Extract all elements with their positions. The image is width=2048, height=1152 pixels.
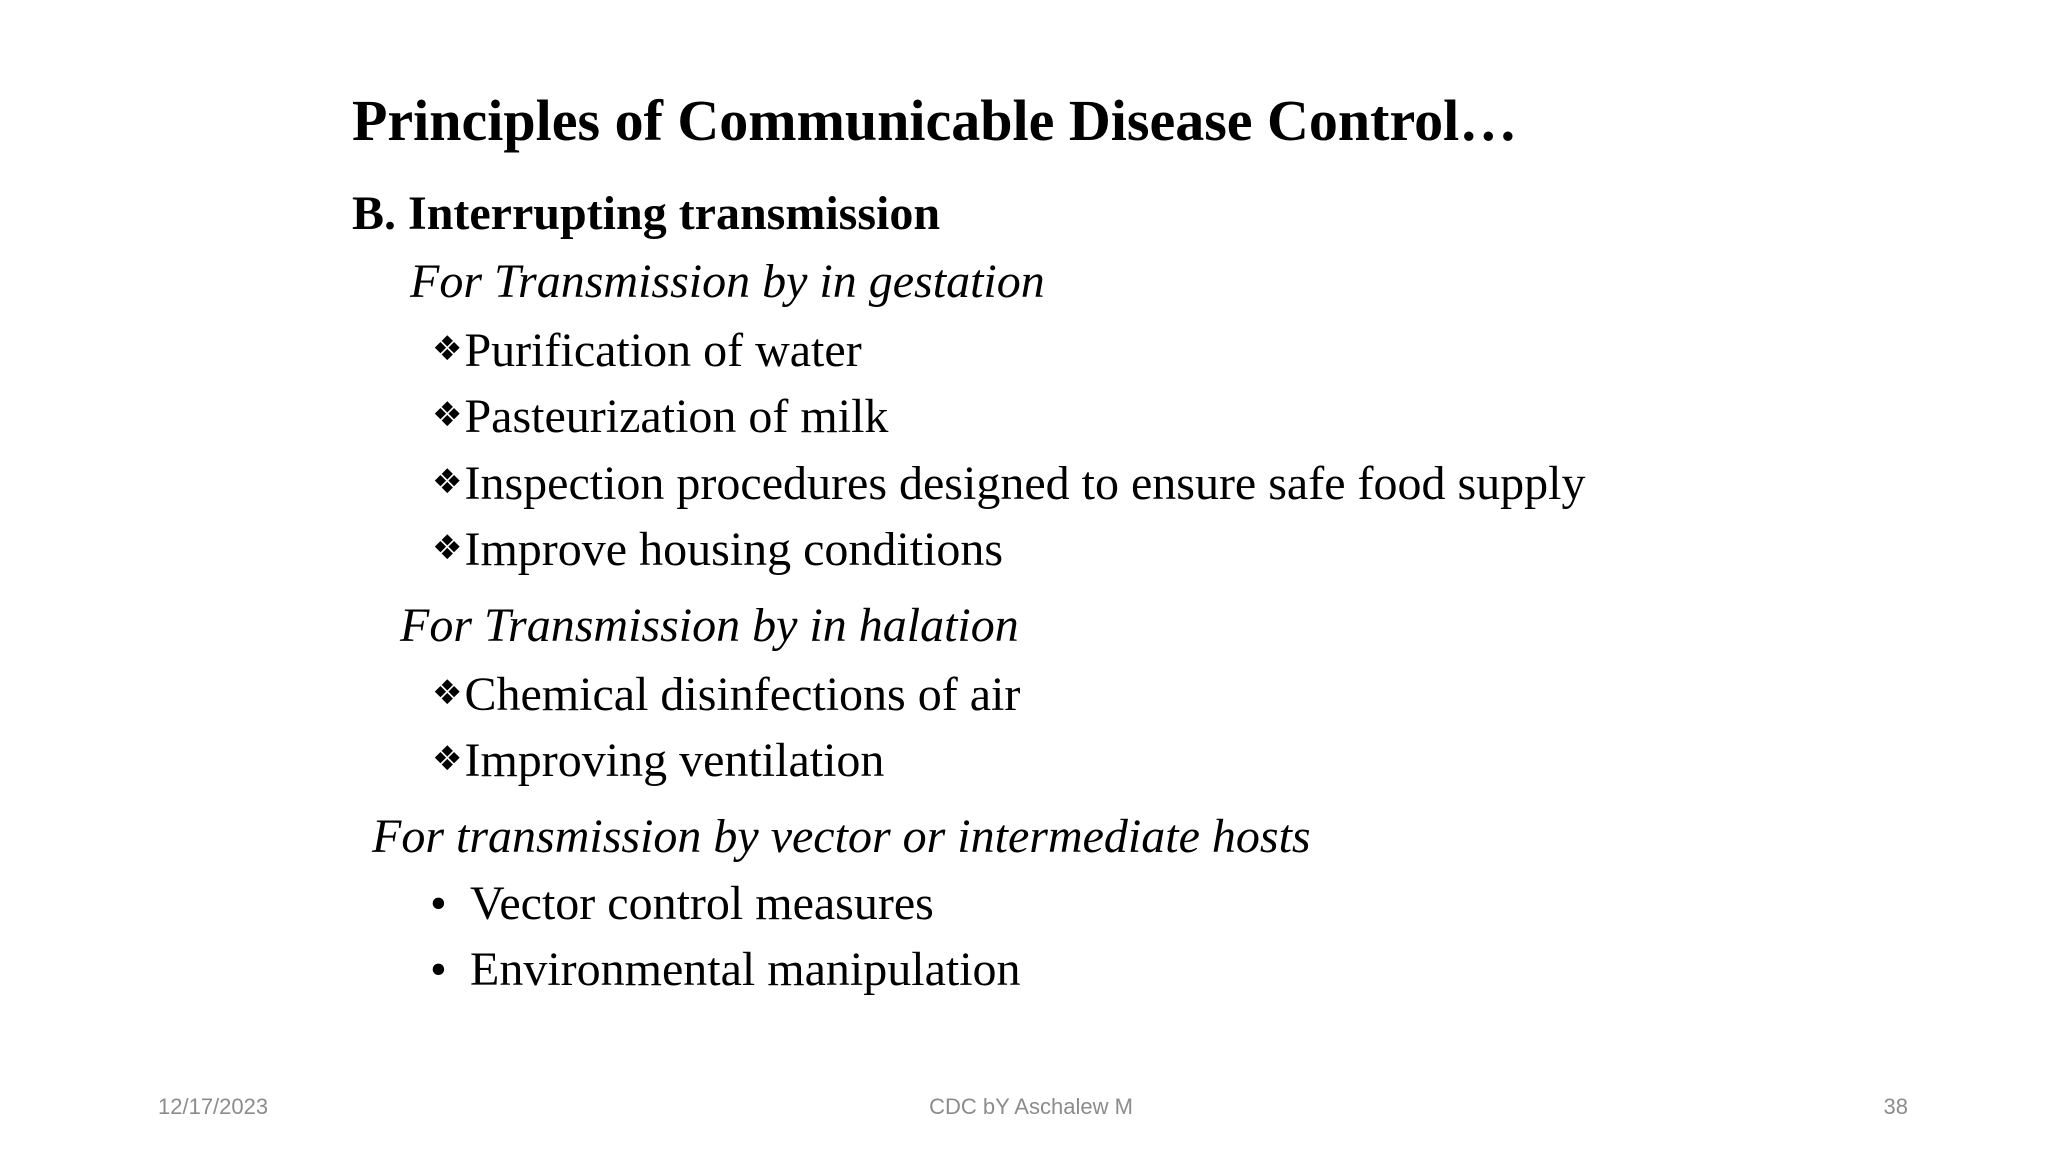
list-item — [432, 664, 1020, 724]
slide-title: Principles of Communicable Disease Control… — [352, 88, 1518, 153]
list-item — [430, 875, 934, 933]
list-item — [432, 320, 862, 380]
list-item-text: Improving ventilation — [464, 734, 885, 787]
list-item-text: Purification of water — [464, 324, 862, 377]
diamond-bullet-icon: ❖ — [432, 673, 463, 713]
slide-number: 38 — [1883, 1094, 1908, 1119]
diamond-bullet-icon: ❖ — [432, 462, 463, 502]
list-item — [432, 519, 1003, 579]
section-heading-ingestion: For Transmission by in gestation — [410, 255, 1045, 308]
list-item — [432, 453, 1586, 513]
section-heading-vector: For transmission by vector or intermediate hosts — [372, 810, 1311, 863]
section-heading-inhalation: For Transmission by in halation — [400, 599, 1019, 652]
diamond-bullet-icon: ❖ — [432, 329, 463, 369]
list-item — [432, 730, 884, 790]
dot-bullet-icon: • — [430, 943, 447, 996]
footer-author: CDC bY Aschalew M — [929, 1094, 1133, 1119]
list-item-text: Pasteurization of milk — [464, 390, 889, 443]
section-subtitle: B. Interrupting transmission — [352, 187, 941, 240]
diamond-bullet-icon: ❖ — [432, 395, 463, 435]
dot-bullet-icon: • — [430, 877, 447, 930]
diamond-bullet-icon: ❖ — [432, 528, 463, 568]
list-item-text: Vector control measures — [470, 877, 934, 930]
footer-date: 12/17/2023 — [158, 1094, 269, 1119]
list-item — [430, 941, 1021, 999]
list-item-text: Improve housing conditions — [464, 523, 1004, 576]
diamond-bullet-icon: ❖ — [432, 739, 463, 779]
list-item-text: Environmental manipulation — [470, 943, 1021, 996]
list-item-text: Inspection procedures designed to ensure safe food supply — [464, 457, 1586, 510]
list-item — [432, 386, 888, 446]
list-item-text: Chemical disinfections of air — [464, 668, 1021, 721]
